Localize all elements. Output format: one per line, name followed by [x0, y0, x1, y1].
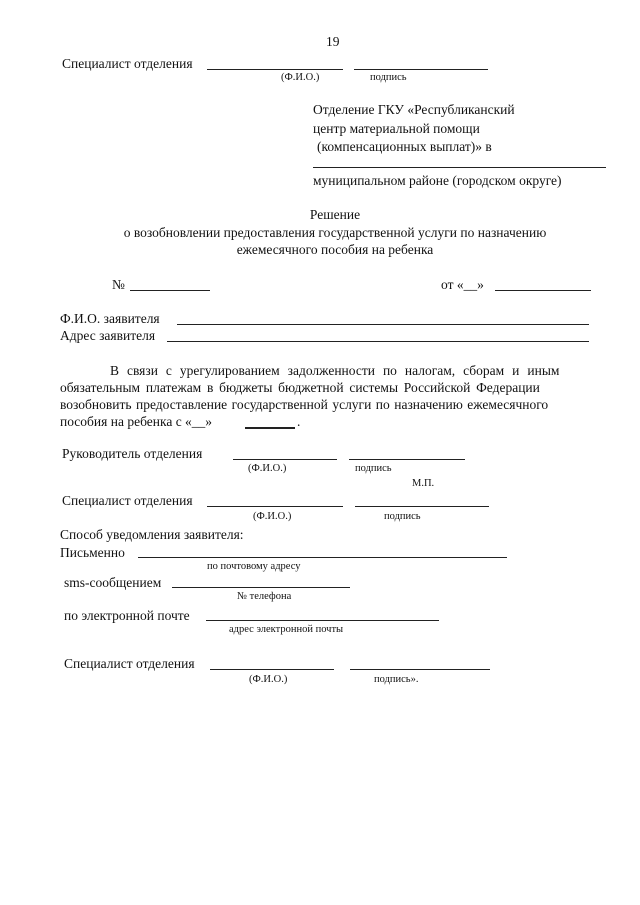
head-signature-line: [349, 459, 465, 460]
email-label: по электронной почте: [64, 608, 190, 623]
date-line: [495, 290, 591, 291]
decision-title: Решение: [309, 207, 361, 222]
mid-signature-caption: подпись: [384, 511, 421, 522]
bottom-fio-caption: (Ф.И.О.): [249, 674, 288, 685]
addressee-line-1: Отделение ГКУ «Республиканский: [313, 102, 515, 117]
decision-subtitle-line-1: о возобновлении предоставления государственной услуги по назначению: [123, 225, 547, 240]
page-number: 19: [326, 34, 340, 49]
addressee-line-2: центр материальной помощи: [313, 121, 480, 136]
written-label: Письменно: [60, 545, 125, 560]
top-specialist-label: Специалист отделения: [62, 56, 193, 71]
bottom-fio-line: [210, 669, 334, 670]
number-line: [130, 290, 210, 291]
mid-fio-caption: (Ф.И.О.): [253, 511, 292, 522]
body-line-4-suffix: .: [297, 414, 301, 429]
body-line-2: обязательным платежам в бюджеты бюджетной системы Российской Федерации: [60, 380, 540, 395]
applicant-address-line: [167, 341, 589, 342]
number-label: №: [112, 277, 125, 292]
top-signature-caption: подпись: [370, 72, 407, 83]
date-label: от «__»: [441, 277, 484, 292]
email-caption: адрес электронной почты: [229, 624, 344, 635]
applicant-fio-label: Ф.И.О. заявителя: [60, 311, 160, 326]
addressee-line-4: муниципальном районе (городском округе): [313, 173, 562, 188]
top-signature-line: [354, 69, 488, 70]
head-label: Руководитель отделения: [62, 446, 203, 461]
written-caption: по почтовому адресу: [207, 561, 301, 572]
addressee-blank-line: [313, 167, 606, 168]
body-line-3: возобновить предоставление государственной услуги по назначению ежемесячного: [60, 397, 549, 412]
head-fio-line: [233, 459, 337, 460]
email-line: [206, 620, 439, 621]
mid-signature-line: [355, 506, 489, 507]
decision-subtitle-line-2: ежемесячного пособия на ребенка: [236, 242, 434, 257]
notification-title: Способ уведомления заявителя:: [60, 527, 244, 542]
top-fio-caption: (Ф.И.О.): [281, 72, 320, 83]
head-signature-caption: подпись: [355, 463, 392, 474]
sms-caption: № телефона: [237, 591, 292, 602]
applicant-address-label: Адрес заявителя: [60, 328, 156, 343]
body-date-line: [245, 427, 295, 429]
bottom-specialist-label: Специалист отделения: [64, 656, 195, 671]
body-line-1: В связи с урегулированием задолженности по налогам, сборам и иным: [110, 363, 560, 378]
sms-line: [172, 587, 350, 588]
head-fio-caption: (Ф.И.О.): [248, 463, 287, 474]
bottom-signature-line: [350, 669, 490, 670]
addressee-line-3: (компенсационных выплат)» в: [317, 139, 492, 154]
written-line: [138, 557, 507, 558]
applicant-fio-line: [177, 324, 589, 325]
mid-specialist-label: Специалист отделения: [62, 493, 193, 508]
bottom-signature-caption: подпись».: [374, 674, 419, 685]
stamp-caption: М.П.: [412, 478, 435, 489]
sms-label: sms-сообщением: [64, 575, 162, 590]
body-line-4-prefix: пособия на ребенка с «__»: [60, 414, 213, 429]
top-fio-line: [207, 69, 343, 70]
mid-fio-line: [207, 506, 343, 507]
